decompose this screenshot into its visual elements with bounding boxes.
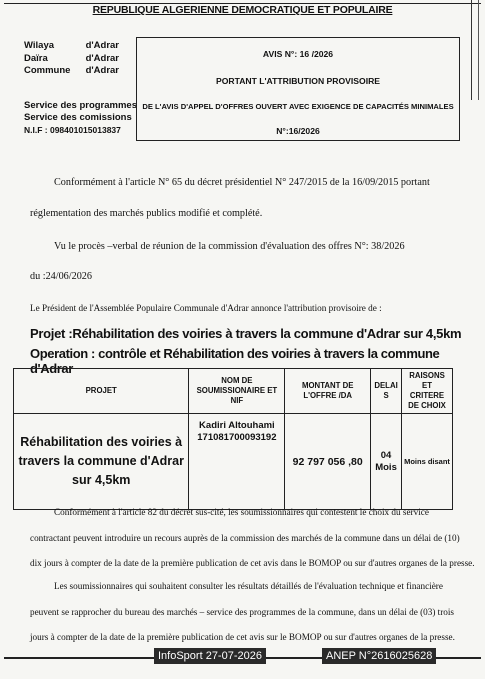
publication-label: InfoSport 27-07-2026	[154, 648, 266, 664]
paragraph-pv: Vu le procès –verbal de réunion de la commission d'évaluation des offres N°: 38/2026	[54, 241, 405, 252]
table-header-row	[14, 369, 453, 414]
cell-delai: 04 Mois	[371, 414, 402, 510]
avis-description: DE L'AVIS D'APPEL D'OFFRES OUVERT AVEC EXIGENCE DE CAPACITÉS MINIMALES	[142, 102, 454, 111]
col-header-raisons: RAISONS ET CRITERE DE CHOIX	[402, 369, 453, 414]
paragraph-decree-cont: réglementation des marchés publics modifié et complété.	[30, 208, 263, 219]
admin-label: Commune	[24, 65, 71, 76]
anep-number: ANEP N°2616025628	[322, 648, 436, 664]
service-programmes: Service des programmes	[24, 100, 138, 111]
cell-projet: Réhabilitation des voiries à travers la commune d'Adrar sur 4,5km	[14, 414, 189, 510]
admin-label: Wilaya	[24, 40, 55, 51]
admin-label: Daïra	[24, 52, 48, 64]
paragraph-recourse-end: dix jours à compter de la date de la première publication de cet avis dans le BOMOP ou sur d'autres organes de la presse.	[30, 558, 475, 568]
project-title: Projet :Réhabilitation des voiries à travers la commune d'Adrar sur 4,5km	[30, 326, 462, 341]
admin-row-daira	[24, 53, 119, 66]
avis-number: AVIS N°: 16 /2026	[262, 49, 334, 59]
service-comissions: Service des comissions	[24, 112, 132, 123]
admin-value: d'Adrar	[85, 65, 119, 76]
paragraph-decree: Conformément à l'article N° 65 du décret présidentiel N° 247/2015 de la 16/09/2015 portant	[54, 177, 430, 188]
cell-raison: Moins disant	[402, 414, 453, 510]
admin-row-commune	[24, 65, 119, 78]
admin-value: d'Adrar	[85, 40, 119, 51]
award-table	[13, 368, 453, 510]
paragraph-announcement: Le Président de l'Assemblée Populaire Communale d'Adrar annonce l'attribution provisoire de :	[30, 303, 382, 313]
admin-row-wilaya	[24, 40, 119, 53]
operation-title: Operation : contrôle et Réhabilitation des voiries à travers la commune d'Adrar	[30, 346, 440, 376]
paragraph-consult: Les soumissionnaires qui souhaitent consulter les résultats détaillés de l'évaluation technique et financière	[54, 581, 443, 591]
paragraph-consult-end: jours à compter de la date de la première publication de cet avis sur le BOMOP ou sur d'autres organes de la presse.	[30, 632, 455, 642]
col-header-delai: DELAI S	[371, 369, 402, 414]
soumissionaire-nif: 171081700093192	[197, 432, 277, 443]
paragraph-pv-date: du :24/06/2026	[30, 271, 92, 282]
avis-box	[136, 37, 460, 141]
soumissionaire-name: Kadiri Altouhami	[199, 420, 275, 431]
paragraph-recourse: Conformément à l'article 82 du décret sus-cité, les soumissionnaires qui contestent le choix du service	[54, 507, 429, 517]
avis-subject: PORTANT L'ATTRIBUTION PROVISOIRE	[215, 76, 381, 86]
cell-montant: 92 797 056 ,80	[285, 414, 371, 510]
admin-block	[24, 40, 119, 78]
table-row	[14, 414, 453, 510]
cell-soumissionaire	[189, 414, 285, 510]
republic-title: REPUBLIQUE ALGERIENNE DEMOCRATIQUE ET POPULAIRE	[92, 4, 393, 16]
paragraph-consult-cont: peuvent se rapprocher du bureau des marchés – service des programmes de la commune, dans un délai de (03) trois	[30, 607, 455, 617]
admin-value: d'Adrar	[85, 52, 119, 64]
service-block	[24, 100, 137, 136]
nif-number: N.I.F : 098401015013837	[24, 125, 121, 135]
col-header-projet: PROJET	[14, 369, 189, 414]
col-header-montant: MONTANT DE L'OFFRE /DA	[285, 369, 371, 414]
avis-reference: N°:16/2026	[276, 126, 320, 136]
paragraph-recourse-cont: contractant peuvent introduire un recours auprès de la commission des marchés de la commune dans un délai de (10)	[30, 533, 460, 543]
col-header-soumissionaire: NOM DE SOUMISSIONAIRE ET NIF	[189, 369, 285, 414]
